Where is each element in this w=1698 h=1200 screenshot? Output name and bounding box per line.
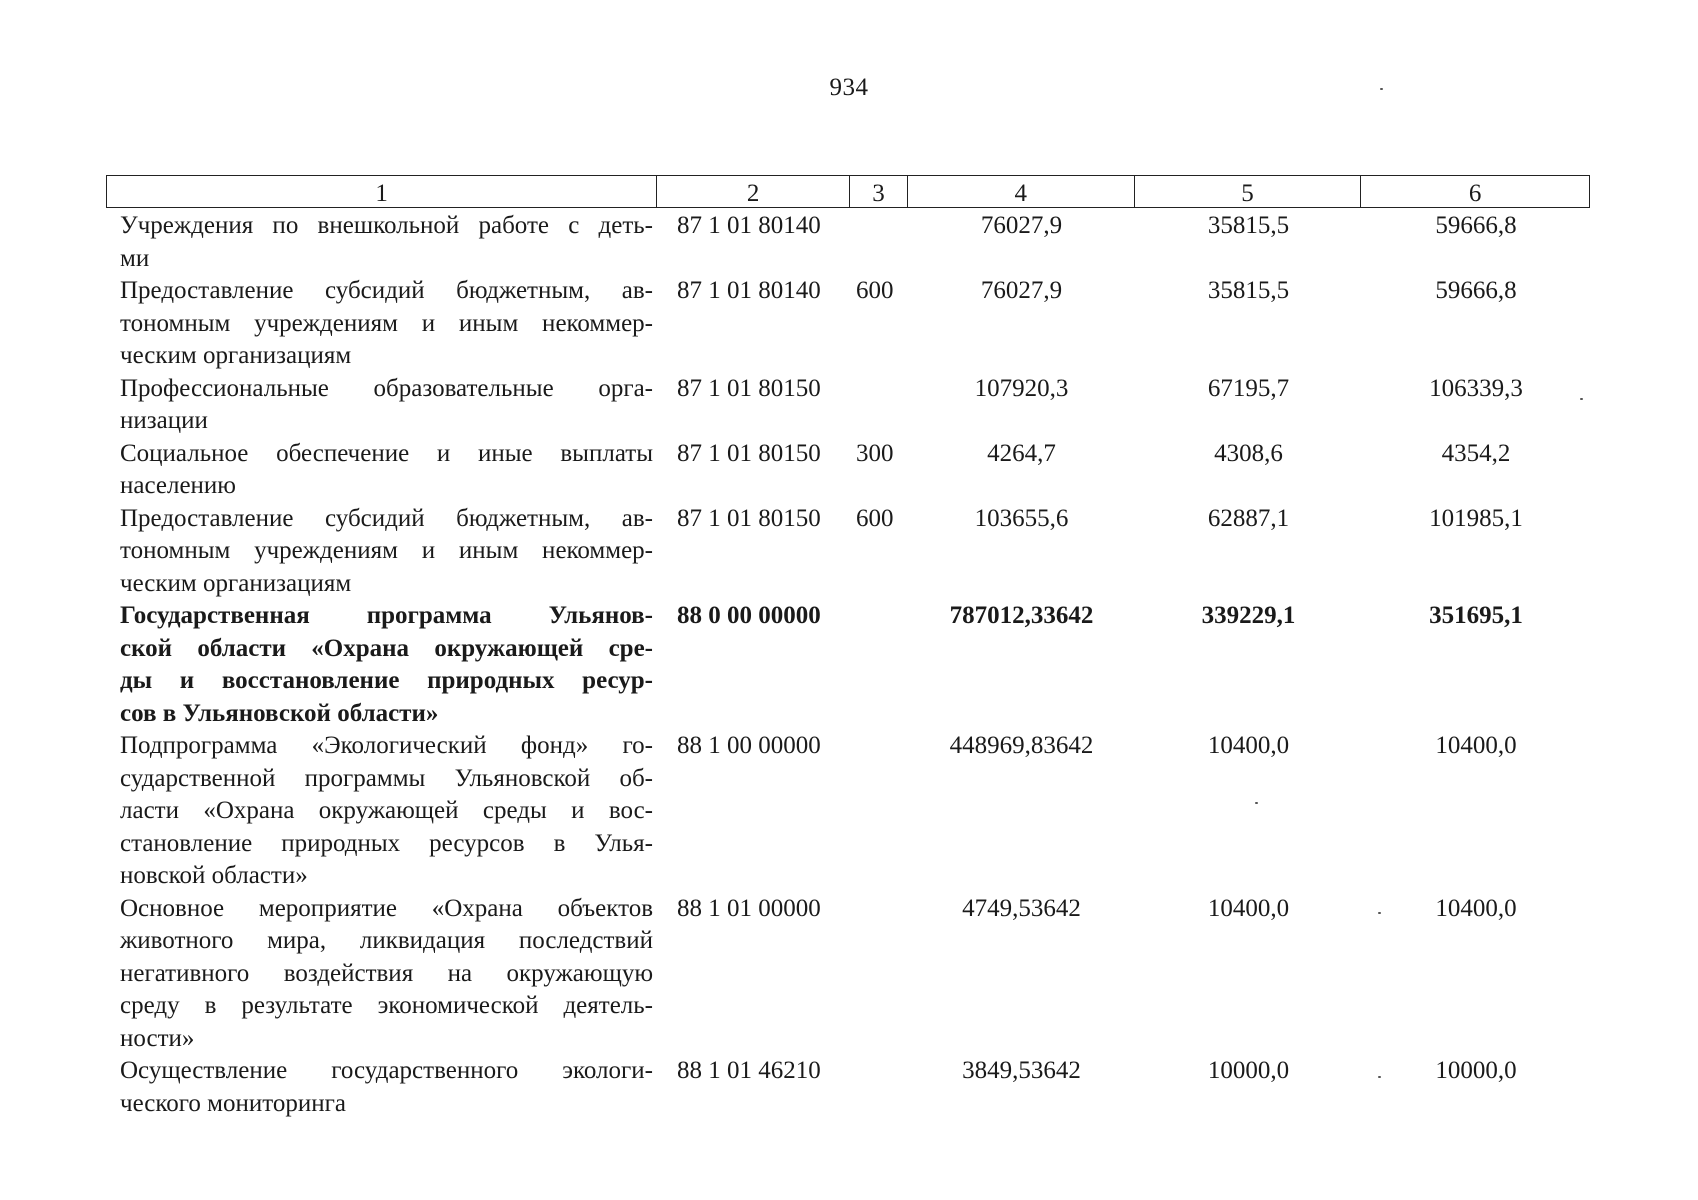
header-col-4: 4 <box>908 176 1135 207</box>
row-value-5-cell: 35815,5 <box>1207 212 1290 239</box>
row-name-line: Подпрограмма «Экологический фонд» го- <box>120 732 653 759</box>
row-value-5-cell: 4308,6 <box>1214 439 1283 467</box>
row-kind-cell <box>850 730 908 893</box>
row-kind-cell <box>850 600 908 730</box>
row-value-6-cell: 351695,1 <box>1429 602 1523 629</box>
row-value-6-cell: 4354,2 <box>1441 439 1511 467</box>
row-code-cell: 87 1 01 80150 <box>677 504 821 532</box>
row-value-5-cell: 10000,0 <box>1207 1057 1290 1084</box>
row-value-4-cell: 448969,83642 <box>949 732 1094 759</box>
scan-speck <box>1255 802 1258 804</box>
scan-speck <box>1378 1076 1381 1078</box>
row-kind-cell <box>850 373 908 438</box>
row-code-cell: 87 1 01 80150 <box>677 439 821 467</box>
table-row <box>106 503 1590 601</box>
header-col-2: 2 <box>657 176 850 207</box>
scan-speck <box>1378 912 1381 914</box>
row-kind-cell <box>850 893 908 1056</box>
row-name-line: ласти «Охрана окружающей среды и вос- <box>120 797 653 824</box>
table-body <box>106 210 1590 1120</box>
row-kind-cell: 600 <box>856 277 894 304</box>
row-code-cell: 87 1 01 80140 <box>677 277 821 304</box>
row-name-line: негативного воздействия на окружающую <box>120 959 653 987</box>
row-name-line: ческого мониторинга <box>120 1089 346 1117</box>
row-value-4-cell: 107920,3 <box>974 374 1069 402</box>
table-row <box>106 275 1590 373</box>
row-name-line: Основное мероприятие «Охрана объектов <box>120 894 653 922</box>
row-name-line: ности» <box>120 1024 195 1052</box>
scan-speck <box>1580 398 1583 400</box>
table-row <box>106 210 1590 275</box>
row-name-line: Профессиональные образовательные орга- <box>120 374 653 402</box>
scan-speck <box>1380 88 1383 90</box>
header-col-5: 5 <box>1135 176 1362 207</box>
row-name-line: ской области «Охрана окружающей сре- <box>120 634 653 662</box>
row-kind-cell <box>850 210 908 275</box>
table-row <box>106 373 1590 438</box>
row-name-cell <box>106 210 657 275</box>
row-code-cell: 88 0 00 00000 <box>677 602 821 629</box>
row-value-4-cell: 4749,53642 <box>962 894 1081 922</box>
row-name-cell <box>106 373 657 438</box>
table-row <box>106 893 1590 1056</box>
row-value-5-cell: 62887,1 <box>1207 504 1290 532</box>
row-name-cell <box>106 893 657 1056</box>
row-kind-cell <box>850 1055 908 1120</box>
row-code-cell: 88 1 01 00000 <box>677 894 821 922</box>
row-name-line: низации <box>120 407 208 434</box>
row-name-line: Социальное обеспечение и иные выплаты <box>120 439 653 467</box>
row-name-line: Учреждения по внешкольной работе с деть- <box>120 212 653 239</box>
row-name-line: ческим организациям <box>120 569 352 597</box>
row-name-line: населению <box>120 472 236 499</box>
table-row <box>106 600 1590 730</box>
row-name-line: ческим организациям <box>120 342 352 369</box>
row-name-line: среду в результате экономической деятель- <box>120 992 653 1019</box>
row-name-line: тономным учреждениям и иным некоммер- <box>120 537 653 564</box>
row-value-6-cell: 10000,0 <box>1435 1057 1517 1084</box>
row-name-line: ми <box>120 244 150 272</box>
row-name-line: Предоставление субсидий бюджетным, ав- <box>120 504 653 532</box>
row-value-4-cell: 787012,33642 <box>949 602 1094 629</box>
row-value-5-cell: 10400,0 <box>1207 732 1290 759</box>
row-code-cell: 87 1 01 80150 <box>677 374 821 402</box>
row-kind-cell: 300 <box>856 439 894 467</box>
row-code-cell: 87 1 01 80140 <box>677 212 821 239</box>
row-name-line: новской области» <box>120 862 308 889</box>
row-name-line: ды и восстановление природных ресур- <box>120 667 653 694</box>
row-code-cell: 88 1 01 46210 <box>677 1057 821 1084</box>
row-name-cell <box>106 730 657 893</box>
page-number: 934 <box>829 74 869 101</box>
row-name-cell <box>106 275 657 373</box>
row-name-line: Осуществление государственного экологи- <box>120 1057 653 1084</box>
table-row <box>106 438 1590 503</box>
table-header <box>106 175 1590 208</box>
row-name-cell <box>106 503 657 601</box>
row-value-6-cell: 106339,3 <box>1429 374 1523 402</box>
row-value-4-cell: 76027,9 <box>980 277 1063 304</box>
table-row <box>106 1055 1590 1120</box>
row-value-5-cell: 10400,0 <box>1207 894 1290 922</box>
row-value-4-cell: 103655,6 <box>974 504 1069 532</box>
header-col-6: 6 <box>1468 180 1482 207</box>
row-value-6-cell: 10400,0 <box>1435 894 1517 922</box>
row-value-4-cell: 76027,9 <box>980 212 1063 239</box>
table-row <box>106 730 1590 893</box>
row-value-4-cell: 4264,7 <box>987 439 1056 467</box>
row-value-4-cell: 3849,53642 <box>962 1057 1081 1084</box>
header-col-3: 3 <box>850 176 908 207</box>
row-name-line: Государственная программа Ульянов- <box>120 602 653 629</box>
row-value-5-cell: 67195,7 <box>1207 374 1290 402</box>
header-col-1: 1 <box>107 176 657 207</box>
row-name-line: сов в Ульяновской области» <box>120 699 439 727</box>
row-name-line: тономным учреждениям и иным некоммер- <box>120 309 653 337</box>
row-value-6-cell: 59666,8 <box>1435 277 1517 304</box>
row-value-5-cell: 35815,5 <box>1207 277 1290 304</box>
row-name-cell <box>106 438 657 503</box>
row-name-line: становление природных ресурсов в Улья- <box>120 829 653 857</box>
row-value-5-cell: 339229,1 <box>1201 602 1296 629</box>
row-name-line: сударственной программы Ульяновской об- <box>120 764 653 792</box>
row-value-6-cell: 101985,1 <box>1429 504 1523 532</box>
row-name-cell <box>106 1055 657 1120</box>
row-name-line: Предоставление субсидий бюджетным, ав- <box>120 277 653 304</box>
row-value-6-cell: 59666,8 <box>1435 212 1517 239</box>
row-name-cell <box>106 600 657 730</box>
row-value-6-cell: 10400,0 <box>1435 732 1517 759</box>
row-kind-cell: 600 <box>856 504 894 532</box>
row-code-cell: 88 1 00 00000 <box>677 732 821 759</box>
row-name-line: животного мира, ликвидация последствий <box>120 927 653 954</box>
